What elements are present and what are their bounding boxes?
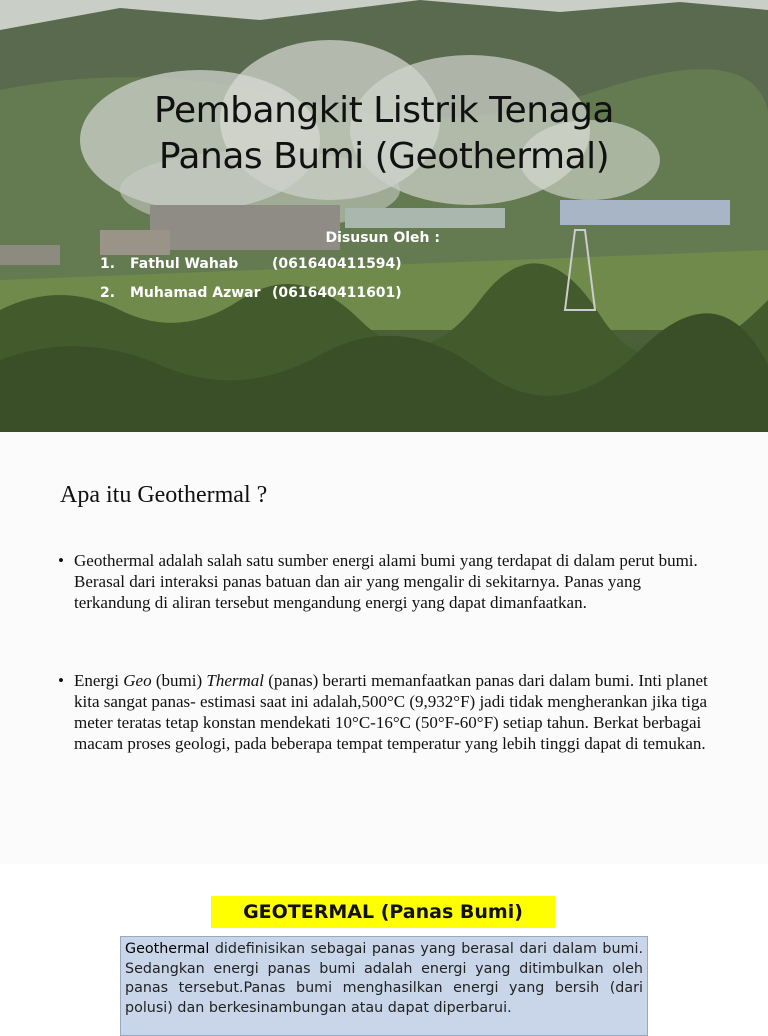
definition-box: [120, 936, 648, 1036]
title-slide: [0, 0, 768, 432]
bullet-glyph: •: [58, 671, 64, 690]
author-name: Fathul Wahab: [130, 256, 239, 272]
bullet-glyph: •: [58, 551, 64, 570]
geotermal-slide: [0, 864, 768, 1024]
geotermal-heading: GEOTERMAL (Panas Bumi): [211, 896, 555, 928]
definition-slide: [0, 432, 768, 864]
bullet-item-1: [58, 550, 718, 613]
author-id: (061640411594): [272, 256, 402, 272]
author-name: Muhamad Azwar: [130, 285, 261, 301]
author-row: [100, 285, 560, 314]
bullet-text: Geothermal adalah salah satu sumber energi alami bumi yang terdapat di dalam perut bumi. Berasal dari interaksi panas batuan dan air yang mengalir di sekitarnya. Panas yang terkandung di aliran tersebut mengandung energi yang dapat dimanfaatkan.: [74, 551, 698, 612]
geothermal-plant-photo: [0, 0, 768, 432]
bullet-item-2: [58, 670, 718, 754]
author-number: 1.: [100, 256, 116, 272]
author-number: 2.: [100, 285, 116, 301]
bullet-text-part: (panas) berarti memanfaatkan panas dari dalam bumi. Inti planet kita sangat panas- estimasi saat ini adalah,500°C (9,932°F) jadi tidak mengherankan jika tiga meter teratas tetap konstan mendekati 10°C-16°C (50°F-60°F) setiap tahun. Berkat berbagai macam proses geologi, pada beberapa tempat temperatur yang lebih tinggi dapat di temukan.: [74, 671, 708, 753]
slide2-title: Apa itu Geothermal ?: [60, 482, 268, 508]
bullet-text-part: (bumi): [151, 671, 207, 690]
title-line-1: Pembangkit Listrik Tenaga: [154, 90, 614, 131]
author-id: (061640411601): [272, 285, 402, 301]
definition-text: didefinisikan sebagai panas yang berasal dari dalam bumi. Sedangkan energi panas bumi adalah energi yang ditimbulkan oleh panas tersebut.Panas bumi menghasilkan energi yang bersih (dari polusi) dan berkesinambungan atau dapat diperbarui.: [125, 941, 643, 1016]
title-line-2: Panas Bumi (Geothermal): [158, 136, 610, 177]
author-block: [100, 230, 560, 314]
slide-title: [0, 88, 768, 180]
thermal-term: Thermal: [206, 671, 264, 690]
definition-term: Geothermal: [125, 941, 210, 957]
bullet-text-part: Energi: [74, 671, 124, 690]
authors-heading: Disusun Oleh :: [325, 230, 440, 246]
geo-term: Geo: [123, 671, 152, 690]
bullet-text: [74, 670, 718, 754]
author-row: [100, 256, 560, 285]
